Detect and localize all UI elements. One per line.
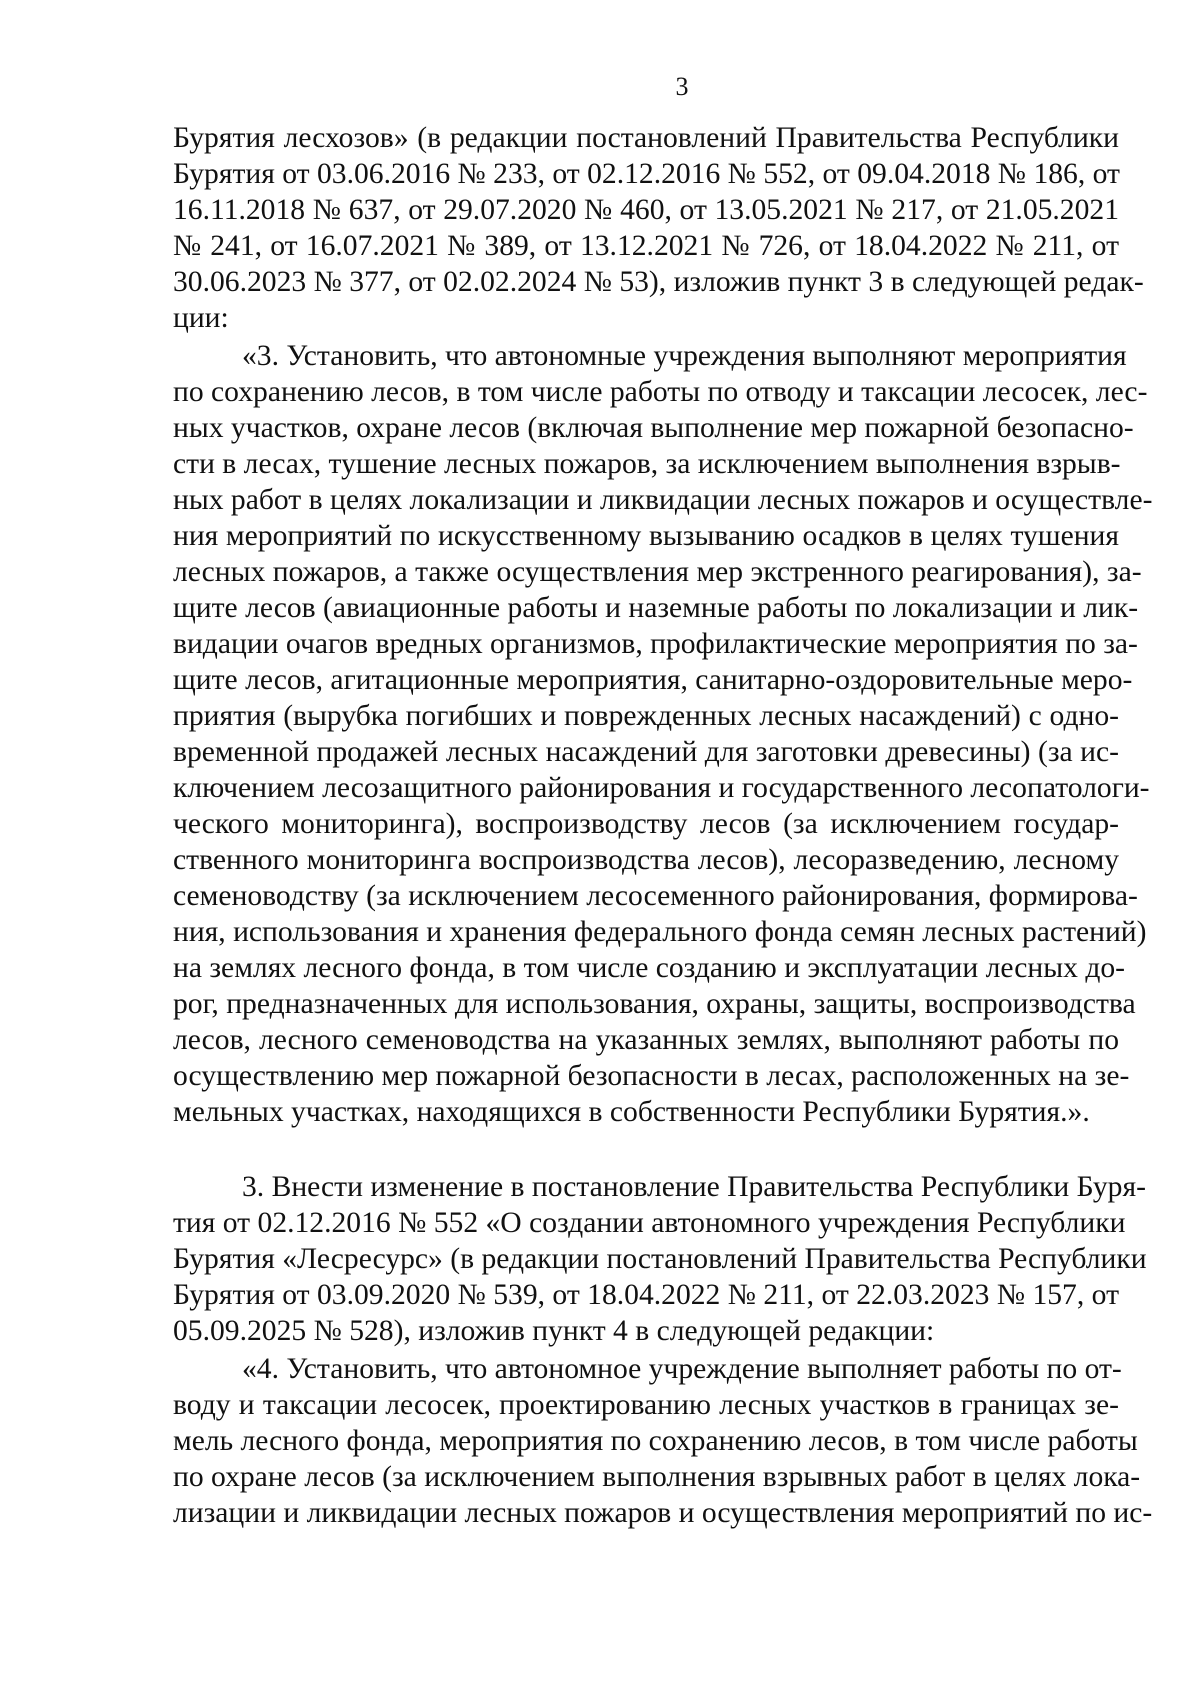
text-line: Бурятия лесхозов» (в редакции постановлений Правительства Республики (173, 122, 1119, 154)
text-line: сти в лесах, тушение лесных пожаров, за исключением выполнения взрыв- (173, 448, 1121, 480)
text-line: 05.09.2025 № 528), изложив пункт 4 в следующей редакции: (173, 1315, 935, 1347)
text-line: осуществлению мер пожарной безопасности в лесах, расположенных на зе- (173, 1060, 1130, 1092)
text-line: мель лесного фонда, мероприятия по сохранению лесов, в том числе работы (173, 1425, 1138, 1457)
text-line: лесов, лесного семеноводства на указанных землях, выполняют работы по (173, 1024, 1119, 1056)
text-line: «4. Установить, что автономное учреждение выполняет работы по от- (242, 1353, 1122, 1385)
text-line: воду и таксации лесосек, проектированию лесных участков в границах зе- (173, 1389, 1119, 1421)
text-line: 3. Внести изменение в постановление Правительства Республики Буря- (242, 1171, 1146, 1203)
text-line: рог, предназначенных для использования, охраны, защиты, воспроизводства (173, 988, 1136, 1020)
text-line: № 241, от 16.07.2021 № 389, от 13.12.2021 № 726, от 18.04.2022 № 211, от (173, 230, 1119, 262)
text-line: ния, использования и хранения федерального фонда семян лесных растений) (173, 916, 1147, 948)
text-line: ческого мониторинга), воспроизводству лесов (за исключением государ- (173, 808, 1119, 840)
text-line: щите лесов, агитационные мероприятия, санитарно-оздоровительные меро- (173, 664, 1133, 696)
text-line: «3. Установить, что автономные учреждения выполняют мероприятия (242, 340, 1127, 372)
text-line: семеноводству (за исключением лесосеменного районирования, формирова- (173, 880, 1138, 912)
text-line: на землях лесного фонда, в том числе созданию и эксплуатации лесных до- (173, 952, 1126, 984)
text-line: 30.06.2023 № 377, от 02.02.2024 № 53), изложив пункт 3 в следующей редак- (173, 266, 1144, 298)
text-line: ственного мониторинга воспроизводства лесов), лесоразведению, лесному (173, 844, 1119, 876)
text-line: щите лесов (авиационные работы и наземные работы по локализации и лик- (173, 592, 1139, 624)
text-line: лизации и ликвидации лесных пожаров и осуществления мероприятий по ис- (173, 1497, 1153, 1529)
text-line: мельных участках, находящихся в собственности Республики Бурятия.». (173, 1096, 1090, 1128)
text-line: лесных пожаров, а также осуществления мер экстренного реагирования), за- (173, 556, 1142, 588)
text-line: временной продажей лесных насаждений для заготовки древесины) (за ис- (173, 736, 1119, 768)
text-line: 16.11.2018 № 637, от 29.07.2020 № 460, от 13.05.2021 № 217, от 21.05.2021 (173, 194, 1119, 226)
text-line: видации очагов вредных организмов, профилактические мероприятия по за- (173, 628, 1138, 660)
text-line: Бурятия от 03.06.2016 № 233, от 02.12.2016 № 552, от 09.04.2018 № 186, от (173, 158, 1120, 190)
text-line: ных работ в целях локализации и ликвидации лесных пожаров и осуществле- (173, 484, 1153, 516)
text-line: Бурятия «Лесресурс» (в редакции постановлений Правительства Республики (173, 1243, 1147, 1275)
text-line: ключением лесозащитного районирования и государственного лесопатологи- (173, 772, 1150, 804)
text-line: тия от 02.12.2016 № 552 «О создании автономного учреждения Республики (173, 1207, 1126, 1239)
text-line: по охране лесов (за исключением выполнения взрывных работ в целях лока- (173, 1461, 1141, 1493)
text-line: приятия (вырубка погибших и поврежденных лесных насаждений) с одно- (173, 700, 1119, 732)
text-line: ния мероприятий по искусственному вызыванию осадков в целях тушения (173, 520, 1119, 552)
text-line: по сохранению лесов, в том числе работы по отводу и таксации лесосек, лес- (173, 376, 1148, 408)
text-line: Бурятия от 03.09.2020 № 539, от 18.04.2022 № 211, от 22.03.2023 № 157, от (173, 1279, 1119, 1311)
text-line: ции: (173, 302, 229, 334)
page-number: 3 (675, 72, 689, 101)
text-line: ных участков, охране лесов (включая выполнение мер пожарной безопасно- (173, 412, 1134, 444)
